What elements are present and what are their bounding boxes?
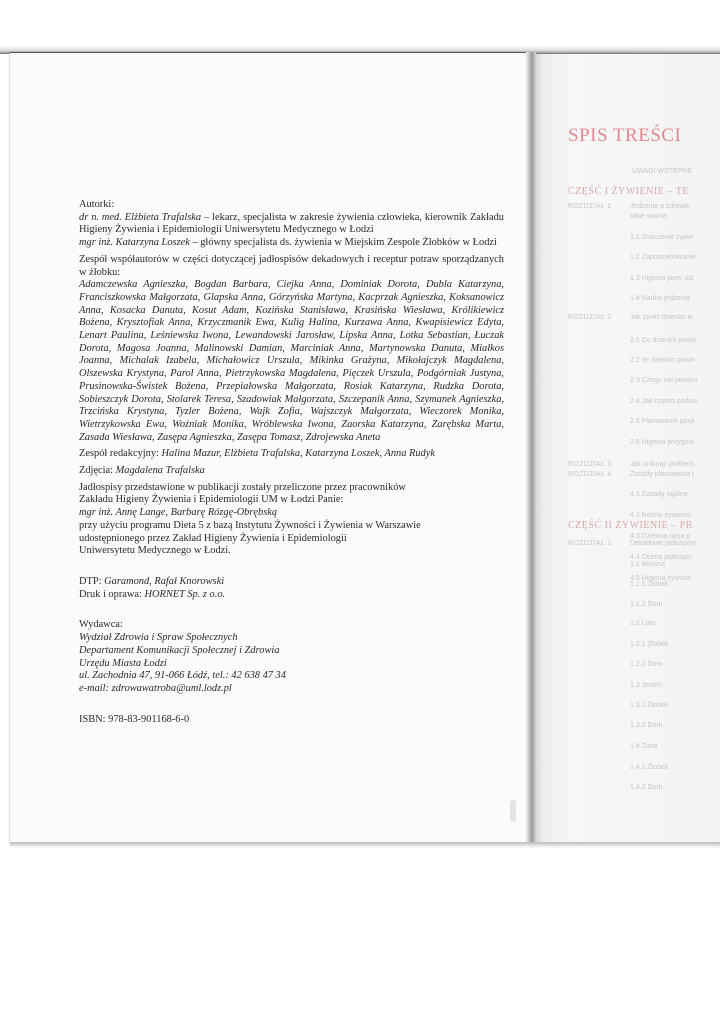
toc-intro: UWAGI WSTĘPNE <box>632 168 693 175</box>
editorial-names: Halina Mazur, Elżbieta Trafalska, Katarzyna Loszek, Anna Rudyk <box>161 448 435 460</box>
toc-row <box>568 533 690 540</box>
print-names: HORNET Sp. z o.o. <box>144 588 226 600</box>
toc-row <box>568 418 694 425</box>
dtp-label: DTP: <box>79 575 105 587</box>
publisher-line5: e-mail: zdrowawatroba@uml.lodz.pl <box>79 682 232 694</box>
author1-desc: – lekarz, specjalista w zakresie żywienia człowieka, kierownik Zakładu Higieny Żywienia i Epidemiologii Uniwersytetu Medycznego w Łodzi <box>79 211 504 236</box>
coauthors-list: Adamczewska Agnieszka, Bogdan Barbara, Ciejka Anna, Dominiak Dorota, Dubla Katarzyna, Franciszkowska Małgorzata, Glapska Anna, Górzyńska Martyna, Kacprzak Agnieszka, Koksanowicz Anna, Kosacka Danuta, Kosut Adam, Kozińska Stanisława, Krasińska Wiesława, Królikiewicz Bożena, Krysztofiak Anna, Krzyczmanik Ewa, Kulig Halina, Kurzawa Anna, Kwapisiewicz Edyta, Lenart Paulina, Leśniewska Iwona, Lewandowski Jarosław, Lipska Anna, Lotka Sebastian, Łuczak Dorota, Magosa Joanna, Malinowski Damian, Marciniak Anna, Martynowska Danuta, Miałkos Joanna, Michalak Izabela, Michałowicz Urszula, Mikinka Grażyna, Mikołajczyk Magdalena, Olszewska Krystyna, Parol Anna, Pietrzykowska Magdalena, Pięczek Urszula, Podgórniak Justyna, Prusinowska-Świstek Bożena, Przepiałowska Małgorzata, Rosiak Katarzyna, Rudzka Dorota, Sobieszczyk Dorota, Stolarek Teresa, Szadowiak Małgorzata, Szczepanik Anna, Szymanek Agnieszka, Trzcińska Krystyna, Tyzler Bożena, Wajk Zofia, Wajszczyk Małgorzata, Wieczorek Monika, Wietrzykowska Ewa, Woźniak Monika, Wróblewska Iwona, Zaorska Katarzyna, Zarębska Marta, Zasada Wiesława, Zasępa Agnieszka, Zasępa Tomasz, Zdrojewska Aneta <box>79 279 504 443</box>
toc-part1 <box>568 186 689 197</box>
toc-row <box>568 682 662 689</box>
toc-row <box>568 213 667 220</box>
toc-row <box>568 554 691 561</box>
toc-row-text: 2.4 Jak często podaw <box>630 398 698 405</box>
dtp-names: Garamond, Rafał Knorowski <box>104 575 225 587</box>
toc-row-text: 4.4 Ocena jadłospis <box>630 554 692 561</box>
toc-row-chapter: ROZDZIAŁ 3 <box>568 461 612 468</box>
toc-row-text: Zasady planowania j <box>630 471 694 478</box>
toc-row-text: takie ważne <box>630 213 667 220</box>
menus-line5: Uniwersytetu Medycznego w Łodzi. <box>79 545 231 557</box>
toc-row-text: 1.1 Wiosna <box>630 561 666 568</box>
toc-row <box>568 491 688 498</box>
editorial-block <box>79 448 504 461</box>
publisher-label: Wydawca: <box>79 619 123 631</box>
toc-row-text: 1.1.1 Żłobek <box>630 581 669 588</box>
page-fold <box>526 52 536 844</box>
isbn: ISBN: 978-83-901168-6-0 <box>79 713 190 725</box>
print-label: Druk i oprawa: <box>79 588 145 600</box>
toc-row-text: 2.5 Planowanie posił <box>630 418 695 425</box>
toc-row <box>568 702 669 709</box>
toc-row <box>568 337 697 344</box>
toc-row <box>568 203 690 210</box>
toc-row-text: 4.2 Normy żywienio <box>630 512 692 519</box>
toc-row-text: 1.2 Zapotrzebowanie <box>630 254 696 261</box>
toc-row <box>568 784 662 791</box>
photos-names: Magdalena Trafalska <box>115 465 205 477</box>
toc-row-text: 1.2 Lato <box>630 620 656 627</box>
toc-row-chapter: ROZDZIAŁ 2 <box>568 314 612 321</box>
toc-row-text: 1.2.1 Żłobek <box>630 641 669 648</box>
author2-name: mgr inż. Katarzyna Loszek <box>79 237 190 249</box>
menus-line4: udostępnionego przez Zakład Higieny Żywienia i Epidemiologii <box>79 532 347 544</box>
authors-block <box>79 199 504 250</box>
toc-row-text: 4.3 Dzienna racja p <box>630 533 691 540</box>
editorial-label: Zespół redakcyjny: <box>79 448 162 460</box>
coauthors-label: Zespół współautorów w części dotyczącej jadłospisów dekadowych i receptur potraw sporządzanych w żłobku: <box>79 253 504 278</box>
photos-block <box>79 465 504 478</box>
toc-row <box>568 254 695 261</box>
production-block <box>79 576 504 601</box>
part2-title: ŻYWIENIE – PR <box>615 520 693 531</box>
toc-row-text: 1.2.2 Dom <box>630 661 663 668</box>
photos-label: Zdjęcia: <box>79 465 116 477</box>
publisher-line1: Wydział Zdrowia i Spraw Społecznych <box>79 632 238 644</box>
toc-row <box>568 471 694 478</box>
toc-row-text: 1.3.2 Dom <box>630 722 663 729</box>
menus-line3: przy użyciu programu Dieta 5 z bazą Instytutu Żywności i Żywienia w Warszawie <box>79 519 421 531</box>
toc-row <box>568 641 669 648</box>
toc-row-text: 1.1.2 Dom <box>630 601 663 608</box>
toc-row-text: 1.3.1 Żłobek <box>630 702 669 709</box>
menus-block <box>79 482 504 558</box>
toc-row <box>568 377 697 384</box>
imprint-text <box>79 199 504 730</box>
toc-row <box>568 357 695 364</box>
toc-row <box>568 295 690 302</box>
publisher-line2: Departament Komunikacji Społecznej i Zdrowia <box>79 644 280 656</box>
toc-row <box>568 581 669 588</box>
toc-row-text: 2.6 Higiena przygoto <box>630 439 695 446</box>
toc-row <box>568 234 693 241</box>
page-smudge <box>510 800 516 822</box>
toc-row-text: 1.3 Higiena jamy ust <box>630 275 694 282</box>
toc-row-chapter: ROZDZIAŁ 1 <box>568 540 612 547</box>
publisher-line3: Urzędu Miasta Łodzi <box>79 657 167 669</box>
toc-row <box>568 561 665 568</box>
toc-row <box>568 461 694 468</box>
toc-row-text: 1.4 Nauka jedzenia <box>630 295 690 302</box>
toc-row <box>568 275 693 282</box>
part1-number: CZĘŚĆ I <box>568 186 609 197</box>
publisher-line4: ul. Zachodnia 47, 91-066 Łódź, tel.: 42 638 47 34 <box>79 670 286 682</box>
toc-row <box>568 743 657 750</box>
toc-row-text: 4.1 Zasady ogólne <box>630 491 688 498</box>
toc-row <box>568 398 697 405</box>
toc-row <box>568 512 691 519</box>
part2-number: CZĘŚĆ II <box>568 520 613 531</box>
author1-name: dr n. med. Elżbieta Trafalska <box>79 211 202 223</box>
toc-row-text: 1.1 Znaczenie żywie <box>630 234 694 241</box>
toc-row-text: 2.2 Ile dziecko powin <box>630 357 695 364</box>
toc-row-text: Dekadowe jadłospisy <box>630 540 696 547</box>
authors-label: Autorki: <box>79 199 115 210</box>
toc-row <box>568 439 694 446</box>
publisher-block <box>79 619 504 695</box>
bottom-shadow <box>10 842 720 848</box>
toc-row-text: 1.4 Zima <box>630 743 658 750</box>
toc-row-text: 4.5 Higiena żywnoś <box>630 575 691 582</box>
toc-row <box>568 764 669 771</box>
toc-row-text: 2.3 Czego nie powinn <box>630 377 698 384</box>
menus-line2: Zakładu Higieny Żywienia i Epidemiologii UM w Łodzi Panie: <box>79 494 344 506</box>
toc-row-chapter: ROZDZIAŁ 1 <box>568 203 612 210</box>
toc-row-text: 1.4.2 Dom <box>630 784 663 791</box>
toc-row <box>568 314 693 321</box>
author2-desc: – główny specjalista ds. żywienia w Miejskim Zespole Żłobków w Łodzi <box>189 237 497 249</box>
toc-title: SPIS TREŚCI <box>568 125 682 146</box>
toc-row <box>568 661 662 668</box>
menus-names: mgr inż. Annę Lange, Barbarę Rózgę-Obrębską <box>79 507 278 519</box>
toc-row-text: 2.1 Co dziecko powin <box>630 337 697 344</box>
toc-row-text: Jak żywić dziecko w <box>630 314 693 321</box>
toc-row <box>568 601 662 608</box>
coauthors-block <box>79 254 504 445</box>
toc-row-chapter: ROZDZIAŁ 4 <box>568 471 612 478</box>
toc-row <box>568 620 655 627</box>
toc-row-text: Jedzenie a zdrowie <box>630 203 690 210</box>
toc-row <box>568 722 662 729</box>
toc-row-text: 1.3 Jesień <box>630 682 662 689</box>
menus-line1: Jadłospisy przedstawione w publikacji zostały przeliczone przez pracowników <box>79 481 406 493</box>
part1-title: ŻYWIENIE – TE <box>611 186 689 197</box>
toc-row-text: Jak uniknąć problem <box>630 461 695 468</box>
toc-part2 <box>568 520 693 531</box>
toc-row <box>568 540 696 547</box>
toc-row-text: 1.4.1 Żłobek <box>630 764 669 771</box>
